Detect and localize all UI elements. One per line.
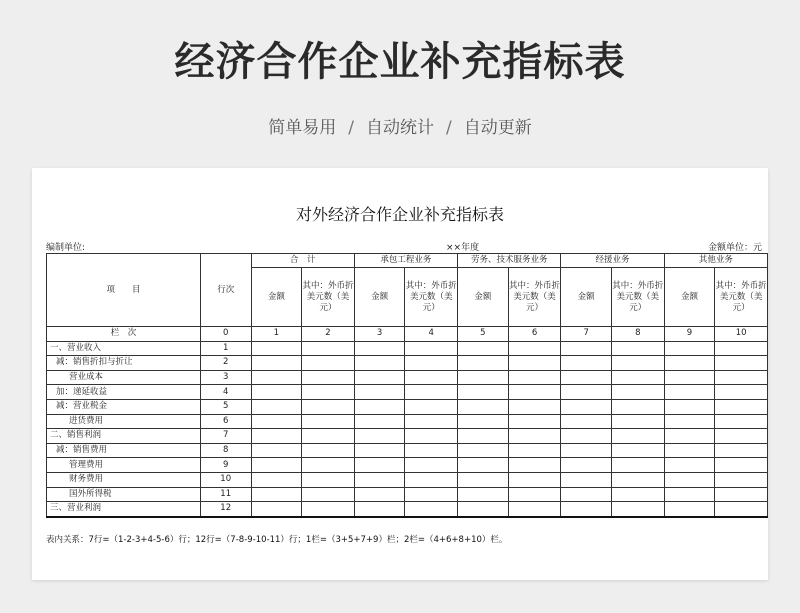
value-cell[interactable] xyxy=(302,414,355,429)
value-cell[interactable] xyxy=(405,429,458,444)
row-line-number: 2 xyxy=(200,356,251,371)
value-cell[interactable] xyxy=(715,341,768,356)
value-cell[interactable] xyxy=(611,341,664,356)
year-label: ××年度 xyxy=(446,243,480,253)
column-index-row xyxy=(47,327,768,342)
value-cell[interactable] xyxy=(405,356,458,371)
value-cell[interactable] xyxy=(715,502,768,517)
value-cell[interactable] xyxy=(611,385,664,400)
value-cell[interactable] xyxy=(302,472,355,487)
value-cell[interactable] xyxy=(715,385,768,400)
value-cell[interactable] xyxy=(561,487,612,502)
column-index: 10 xyxy=(715,327,768,342)
value-cell[interactable] xyxy=(251,458,302,473)
value-cell[interactable] xyxy=(611,472,664,487)
subheader-foreign: 其中：外币折美元数（美元） xyxy=(508,268,561,327)
row-label: 营业成本 xyxy=(47,370,201,385)
subheader-foreign: 其中：外币折美元数（美元） xyxy=(715,268,768,327)
table-note: 表内关系：7行=（1-2-3+4-5-6）行；12行=（7-8-9-10-11）行；1栏=（3+5+7+9）栏；2栏=（4+6+8+10）栏。 xyxy=(46,535,508,545)
value-cell[interactable] xyxy=(302,502,355,517)
column-index-label: 栏 次 xyxy=(47,327,201,342)
value-cell[interactable] xyxy=(664,472,715,487)
spreadsheet-preview xyxy=(32,168,768,580)
column-index: 6 xyxy=(508,327,561,342)
value-cell[interactable] xyxy=(715,429,768,444)
value-cell[interactable] xyxy=(664,356,715,371)
value-cell[interactable] xyxy=(561,472,612,487)
value-cell[interactable] xyxy=(354,414,405,429)
subheader-amount: 金额 xyxy=(251,268,302,327)
subheader-amount: 金额 xyxy=(664,268,715,327)
row-line-number: 9 xyxy=(200,458,251,473)
row-line-number: 8 xyxy=(200,443,251,458)
table-row xyxy=(47,370,768,385)
value-cell[interactable] xyxy=(664,399,715,414)
value-cell[interactable] xyxy=(251,487,302,502)
value-cell[interactable] xyxy=(561,502,612,517)
value-cell[interactable] xyxy=(611,458,664,473)
row-line-number: 10 xyxy=(200,472,251,487)
value-cell[interactable] xyxy=(251,399,302,414)
row-line-number: 11 xyxy=(200,487,251,502)
value-cell[interactable] xyxy=(715,458,768,473)
table-row xyxy=(47,356,768,371)
subheader-foreign: 其中：外币折美元数（美元） xyxy=(611,268,664,327)
value-cell[interactable] xyxy=(458,385,509,400)
value-cell[interactable] xyxy=(611,429,664,444)
value-cell[interactable] xyxy=(405,472,458,487)
value-cell[interactable] xyxy=(251,341,302,356)
value-cell[interactable] xyxy=(561,385,612,400)
value-cell[interactable] xyxy=(561,443,612,458)
table-row xyxy=(47,429,768,444)
tagline xyxy=(0,113,800,138)
header-item: 项 目 xyxy=(47,254,201,327)
column-index: 4 xyxy=(405,327,458,342)
tag-easy: 简单易用 xyxy=(268,118,337,138)
table-row xyxy=(47,443,768,458)
column-index: 1 xyxy=(251,327,302,342)
row-label: 二、销售利润 xyxy=(47,429,201,444)
value-cell[interactable] xyxy=(302,370,355,385)
value-cell[interactable] xyxy=(302,356,355,371)
row-label: 一、营业收入 xyxy=(47,341,201,356)
row-line-number: 5 xyxy=(200,399,251,414)
value-cell[interactable] xyxy=(664,414,715,429)
value-cell[interactable] xyxy=(664,487,715,502)
row-label: 减：销售折扣与折让 xyxy=(47,356,201,371)
column-index: 5 xyxy=(458,327,509,342)
value-cell[interactable] xyxy=(508,472,561,487)
tag-auto-update: 自动更新 xyxy=(463,118,532,138)
row-line-number: 6 xyxy=(200,414,251,429)
value-cell[interactable] xyxy=(508,414,561,429)
unit-label: 编制单位: xyxy=(46,243,86,253)
row-label: 加：递延收益 xyxy=(47,385,201,400)
value-cell[interactable] xyxy=(458,443,509,458)
value-cell[interactable] xyxy=(611,487,664,502)
column-index: 9 xyxy=(664,327,715,342)
row-line-number: 4 xyxy=(200,385,251,400)
value-cell[interactable] xyxy=(561,341,612,356)
value-cell[interactable] xyxy=(458,502,509,517)
row-label: 减：销售费用 xyxy=(47,443,201,458)
subheader-foreign: 其中：外币折美元数（美元） xyxy=(405,268,458,327)
header-group-aid: 经援业务 xyxy=(561,254,664,268)
value-cell[interactable] xyxy=(664,341,715,356)
value-cell[interactable] xyxy=(508,487,561,502)
value-cell[interactable] xyxy=(508,399,561,414)
tag-separator: / xyxy=(446,118,452,138)
value-cell[interactable] xyxy=(405,370,458,385)
header-line: 行次 xyxy=(200,254,251,327)
value-cell[interactable] xyxy=(302,385,355,400)
value-cell[interactable] xyxy=(508,502,561,517)
row-line-number: 1 xyxy=(200,341,251,356)
value-cell[interactable] xyxy=(354,429,405,444)
value-cell[interactable] xyxy=(508,356,561,371)
tag-auto-stat: 自动统计 xyxy=(366,118,434,138)
column-index: 3 xyxy=(354,327,405,342)
value-cell[interactable] xyxy=(405,385,458,400)
value-cell[interactable] xyxy=(458,356,509,371)
value-cell[interactable] xyxy=(302,458,355,473)
header-group-total: 合 计 xyxy=(251,254,354,268)
value-cell[interactable] xyxy=(561,370,612,385)
header-group-construction: 承包工程业务 xyxy=(354,254,457,268)
value-cell[interactable] xyxy=(251,443,302,458)
value-cell[interactable] xyxy=(405,443,458,458)
value-cell[interactable] xyxy=(458,399,509,414)
value-cell[interactable] xyxy=(715,356,768,371)
value-cell[interactable] xyxy=(251,414,302,429)
indicator-table xyxy=(46,253,768,518)
table-row xyxy=(47,414,768,429)
value-cell[interactable] xyxy=(508,429,561,444)
value-cell[interactable] xyxy=(508,370,561,385)
value-cell[interactable] xyxy=(561,429,612,444)
value-cell[interactable] xyxy=(354,399,405,414)
value-cell[interactable] xyxy=(664,502,715,517)
value-cell[interactable] xyxy=(405,487,458,502)
value-cell[interactable] xyxy=(458,414,509,429)
column-index: 7 xyxy=(561,327,612,342)
value-cell[interactable] xyxy=(664,370,715,385)
value-cell[interactable] xyxy=(405,458,458,473)
value-cell[interactable] xyxy=(664,443,715,458)
value-cell[interactable] xyxy=(508,385,561,400)
value-cell[interactable] xyxy=(508,458,561,473)
value-cell[interactable] xyxy=(664,458,715,473)
value-cell[interactable] xyxy=(354,472,405,487)
row-line-number: 3 xyxy=(200,370,251,385)
value-cell[interactable] xyxy=(302,399,355,414)
value-cell[interactable] xyxy=(405,414,458,429)
value-cell[interactable] xyxy=(611,502,664,517)
header-group-other: 其他业务 xyxy=(664,254,767,268)
row-label: 进货费用 xyxy=(47,414,201,429)
value-cell[interactable] xyxy=(715,443,768,458)
value-cell[interactable] xyxy=(458,472,509,487)
table-header-row xyxy=(47,254,768,268)
value-cell[interactable] xyxy=(508,443,561,458)
value-cell[interactable] xyxy=(354,385,405,400)
table-row xyxy=(47,502,768,517)
value-cell[interactable] xyxy=(561,399,612,414)
value-cell[interactable] xyxy=(251,356,302,371)
value-cell[interactable] xyxy=(458,341,509,356)
subheader-amount: 金额 xyxy=(354,268,405,327)
value-cell[interactable] xyxy=(715,414,768,429)
value-cell[interactable] xyxy=(611,443,664,458)
value-cell[interactable] xyxy=(664,385,715,400)
value-cell[interactable] xyxy=(508,341,561,356)
value-cell[interactable] xyxy=(458,487,509,502)
value-cell[interactable] xyxy=(405,399,458,414)
value-cell[interactable] xyxy=(611,370,664,385)
value-cell[interactable] xyxy=(715,370,768,385)
value-cell[interactable] xyxy=(251,472,302,487)
value-cell[interactable] xyxy=(405,502,458,517)
value-cell[interactable] xyxy=(354,356,405,371)
value-cell[interactable] xyxy=(561,356,612,371)
currency-label: 金额单位：元 xyxy=(707,243,762,253)
value-cell[interactable] xyxy=(561,458,612,473)
table-row xyxy=(47,472,768,487)
value-cell[interactable] xyxy=(458,370,509,385)
column-index: 8 xyxy=(611,327,664,342)
value-cell[interactable] xyxy=(251,429,302,444)
value-cell[interactable] xyxy=(302,443,355,458)
value-cell[interactable] xyxy=(611,399,664,414)
table-row xyxy=(47,458,768,473)
table-row xyxy=(47,385,768,400)
value-cell[interactable] xyxy=(302,487,355,502)
value-cell[interactable] xyxy=(354,502,405,517)
subheader-amount: 金额 xyxy=(458,268,509,327)
value-cell[interactable] xyxy=(251,502,302,517)
column-index-zero: 0 xyxy=(200,327,251,342)
value-cell[interactable] xyxy=(458,458,509,473)
row-line-number: 12 xyxy=(200,502,251,517)
value-cell[interactable] xyxy=(302,429,355,444)
row-label: 减：营业税金 xyxy=(47,399,201,414)
value-cell[interactable] xyxy=(354,443,405,458)
value-cell[interactable] xyxy=(715,487,768,502)
sheet-title: 对外经济合作企业补充指标表 xyxy=(295,205,504,224)
value-cell[interactable] xyxy=(611,414,664,429)
value-cell[interactable] xyxy=(458,429,509,444)
row-label: 管理费用 xyxy=(47,458,201,473)
table-row xyxy=(47,399,768,414)
row-label: 国外所得税 xyxy=(47,487,201,502)
value-cell[interactable] xyxy=(354,341,405,356)
sheet-meta-row xyxy=(46,240,762,254)
value-cell[interactable] xyxy=(405,341,458,356)
row-label: 财务费用 xyxy=(47,472,201,487)
page-title: 经济合作企业补充指标表 xyxy=(174,39,626,85)
value-cell[interactable] xyxy=(611,356,664,371)
row-label: 三、营业利润 xyxy=(47,502,201,517)
value-cell[interactable] xyxy=(251,370,302,385)
table-row xyxy=(47,487,768,502)
value-cell[interactable] xyxy=(251,385,302,400)
table-row xyxy=(47,341,768,356)
value-cell[interactable] xyxy=(715,472,768,487)
header-group-labor-tech: 劳务、技术服务业务 xyxy=(458,254,561,268)
value-cell[interactable] xyxy=(354,458,405,473)
tag-separator: / xyxy=(348,118,354,138)
value-cell[interactable] xyxy=(354,370,405,385)
column-index: 2 xyxy=(302,327,355,342)
value-cell[interactable] xyxy=(354,487,405,502)
subheader-foreign: 其中：外币折美元数（美元） xyxy=(302,268,355,327)
value-cell[interactable] xyxy=(561,414,612,429)
value-cell[interactable] xyxy=(302,341,355,356)
subheader-amount: 金额 xyxy=(561,268,612,327)
value-cell[interactable] xyxy=(715,399,768,414)
row-line-number: 7 xyxy=(200,429,251,444)
value-cell[interactable] xyxy=(664,429,715,444)
